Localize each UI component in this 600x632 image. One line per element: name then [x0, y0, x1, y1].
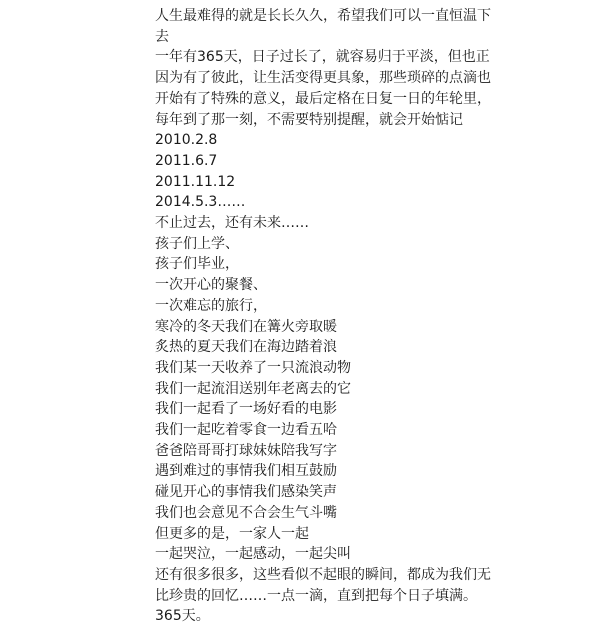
- text-line: 我们某一天收养了一只流浪动物: [155, 359, 351, 376]
- text-line: 365天。: [155, 608, 210, 625]
- text-line: 炙热的夏天我们在海边踏着浪: [155, 339, 337, 356]
- text-line: 不止过去，还有未来……: [155, 215, 309, 232]
- text-line: 我们一起看了一场好看的电影: [155, 401, 337, 418]
- text-line: 碰见开心的事情我们感染笑声: [155, 484, 337, 501]
- text-line: 我们也会意见不合会生气斗嘴: [155, 504, 337, 521]
- text-line: 但更多的是，一家人一起: [155, 525, 309, 542]
- text-line: 爸爸陪哥哥打球妹妹陪我写字: [155, 442, 337, 459]
- text-line: 孩子们上学、: [155, 235, 239, 252]
- text-line: 我们一起流泪送别年老离去的它: [155, 380, 351, 397]
- text-line: 一次开心的聚餐、: [155, 277, 267, 294]
- text-line: 每年到了那一刻，不需要特别提醒，就会开始惦记: [155, 111, 463, 128]
- article-text: [155, 6, 500, 627]
- text-line: 还有很多很多，这些看似不起眼的瞬间，都成为我们无: [155, 566, 491, 583]
- text-line: 寒冷的冬天我们在篝火旁取暖: [155, 318, 337, 335]
- text-line: 人生最难得的就是长长久久，希望我们可以一直恒温下: [155, 8, 491, 24]
- text-line: 一次难忘的旅行，: [155, 297, 267, 314]
- text-line: 比珍贵的回忆……一点一滴，直到把每个日子填满。: [155, 587, 477, 604]
- date-line: 2010.2.8: [155, 132, 218, 149]
- text-line: 孩子们毕业，: [155, 256, 239, 273]
- text-line: 去: [155, 28, 169, 45]
- text-line: 我们一起吃着零食一边看五哈: [155, 422, 337, 439]
- date-line: 2014.5.3……: [155, 194, 246, 211]
- text-line: 一年有365天，日子过长了，就容易归于平淡，但也正: [155, 49, 490, 66]
- date-line: 2011.11.12: [155, 173, 236, 190]
- text-line: 一起哭泣，一起感动，一起尖叫: [155, 546, 351, 563]
- date-line: 2011.6.7: [155, 152, 218, 169]
- text-line: 开始有了特殊的意义，最后定格在日复一日的年轮里，: [155, 90, 491, 107]
- text-line: 遇到难过的事情我们相互鼓励: [155, 463, 337, 480]
- text-line: 因为有了彼此，让生活变得更具象，那些琐碎的点滴也: [155, 70, 491, 87]
